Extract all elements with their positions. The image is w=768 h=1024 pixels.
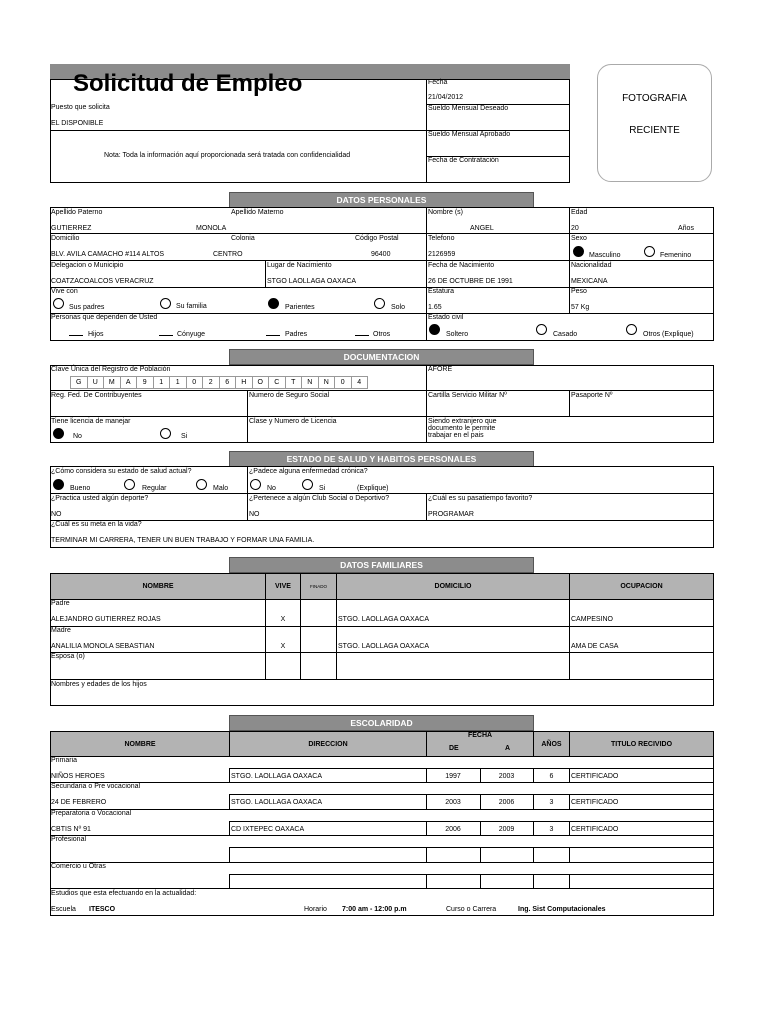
divider	[247, 466, 248, 520]
fam-row-label: Esposa (o)	[51, 653, 85, 661]
club-answer[interactable]: NO	[249, 511, 260, 518]
divider	[229, 768, 230, 783]
dependen-label: Personas que dependen de Usted	[51, 314, 158, 321]
divider	[426, 493, 427, 520]
esc-row-label: Profesional	[51, 836, 87, 844]
esc-row-direccion[interactable]: STGO. LAOLLAGA OAXACA	[231, 799, 323, 807]
curp-char-box[interactable]: 1	[169, 376, 187, 389]
section-header-escolaridad: ESCOLARIDAD	[229, 715, 534, 731]
conyuge-label: Cónyuge	[177, 331, 206, 338]
esc-header-nombre: NOMBRE	[50, 731, 230, 757]
esc-row-anos[interactable]: 3	[549, 825, 554, 833]
divider	[229, 847, 230, 862]
cronica-no-label: No	[267, 485, 276, 492]
divider	[50, 782, 714, 783]
peso-label: Peso	[571, 288, 587, 295]
esc-row-de[interactable]: 2006	[445, 825, 461, 833]
radio-cronica-no[interactable]	[250, 479, 261, 490]
nacionalidad-label: Nacionalidad	[571, 262, 612, 269]
puesto-label: Puesto que solicita	[51, 104, 110, 111]
divider	[50, 390, 714, 391]
lugar-nac-label: Lugar de Nacimiento	[267, 262, 332, 269]
fam-row-label: Padre	[51, 600, 70, 607]
pasaporte-label: Pasaporte Nº	[571, 392, 613, 399]
esc-row-de[interactable]: 1997	[445, 773, 461, 780]
masculino-label: Masculino	[589, 252, 621, 259]
licencia-label: Tiene licencia de manejar	[51, 418, 131, 425]
curso-label: Curso o Carrera	[446, 906, 497, 913]
esc-row-label: Preparatoria o Vocacional	[51, 809, 132, 817]
regular-label: Regular	[142, 485, 167, 492]
divider	[336, 599, 337, 626]
curp-char-box[interactable]: 0	[186, 376, 204, 389]
curp-char-box[interactable]: 9	[136, 376, 154, 389]
divider	[265, 652, 266, 679]
curp-char-box[interactable]: A	[120, 376, 138, 389]
esc-header-anos: AÑOS	[533, 731, 570, 757]
curp-char-box[interactable]: U	[87, 376, 105, 389]
divider	[569, 847, 570, 862]
padres-blank[interactable]	[266, 335, 280, 336]
fam-header-vive: VIVE	[265, 573, 301, 600]
divider	[533, 847, 534, 862]
divider	[336, 626, 337, 653]
cronica-question: ¿Padece alguna enfermedad crónica?	[249, 468, 368, 475]
otros-label: Otros	[373, 331, 391, 338]
divider	[50, 888, 714, 889]
esc-row-a[interactable]: 2003	[498, 773, 515, 780]
divider	[229, 821, 714, 822]
fam-header-nombre: NOMBRE	[50, 573, 266, 600]
licencia-si-label: Si	[181, 433, 188, 440]
esc-header-titulo: TITULO RECIVIDO	[569, 731, 714, 757]
horario-label: Horario	[304, 906, 327, 913]
radio-bueno[interactable]	[53, 479, 64, 490]
curp-char-box[interactable]: T	[285, 376, 303, 389]
deporte-question: ¿Practica usted algún deporte?	[51, 495, 149, 502]
divider	[50, 862, 714, 863]
padres-label: Padres	[285, 331, 308, 338]
divider	[50, 835, 714, 836]
radio-otros-civil[interactable]	[626, 324, 637, 335]
curp-char-box[interactable]: 4	[351, 376, 369, 389]
estatura-label: Estatura	[428, 288, 455, 295]
divider	[50, 260, 714, 261]
conyuge-blank[interactable]	[159, 335, 173, 336]
divider	[50, 233, 714, 234]
esc-row-titulo[interactable]: CERTIFICADO	[571, 773, 619, 780]
esc-row-anos[interactable]: 6	[549, 773, 554, 780]
hijos-blank[interactable]	[69, 335, 83, 336]
fam-header-ocupacion: OCUPACION	[569, 573, 714, 600]
club-question: ¿Pertenece a algún Club Social o Deportivo?	[249, 495, 390, 502]
radio-casado[interactable]	[536, 324, 547, 335]
curp-char-box[interactable]: G	[70, 376, 88, 389]
divider	[569, 599, 570, 626]
esc-header-de: DE	[449, 745, 459, 752]
esc-row-label: Comercio u Otras	[51, 862, 106, 870]
curp-char-box[interactable]: C	[268, 376, 286, 389]
esc-header-direccion: DIRECCION	[229, 731, 427, 757]
divider	[569, 626, 570, 653]
divider	[229, 794, 230, 809]
esc-row-a[interactable]: 2009	[498, 825, 515, 833]
horario-value[interactable]: 7:00 am - 12:00 p.m	[342, 906, 407, 913]
divider	[426, 79, 427, 183]
su-familia-label: Su familia	[176, 303, 207, 310]
divider	[569, 390, 570, 416]
radio-femenino[interactable]	[644, 246, 655, 257]
curso-value[interactable]: Ing. Sist Computacionales	[518, 906, 606, 913]
esc-row-label: Secundaria o Pre vocacional	[51, 783, 141, 791]
divider	[50, 626, 714, 627]
extranjero-label-2: documento le permite	[428, 425, 496, 432]
divider	[426, 207, 427, 341]
section-header-documentacion: DOCUMENTACION	[229, 349, 534, 365]
esc-row-nombre[interactable]: 24 DE FEBRERO	[51, 799, 107, 807]
delegacion-value[interactable]: COATZACOALCOS VERACRUZ	[51, 278, 154, 285]
curp-boxes	[71, 376, 368, 390]
divider	[50, 652, 714, 653]
extranjero-label-1: Siendo extranjero que	[428, 418, 497, 425]
curp-char-box[interactable]: O	[252, 376, 270, 389]
deporte-answer[interactable]: NO	[51, 511, 62, 518]
esc-row-direccion[interactable]: CD IXTEPEC OAXACA	[231, 825, 305, 833]
pasatiempo-answer[interactable]: PROGRAMAR	[428, 511, 474, 518]
divider	[480, 847, 481, 862]
esc-header-fecha: FECHA	[467, 732, 493, 739]
meta-answer[interactable]: TERMINAR MI CARRERA, TENER UN BUEN TRABAJO Y FORMAR UNA FAMILIA.	[51, 537, 315, 544]
hijos-nombres-label: Nombres y edades de los hijos	[51, 681, 147, 688]
ap-materno-label: Apellido Materno	[231, 209, 284, 216]
fecha-nac-label: Fecha de Nacimiento	[428, 262, 495, 269]
esc-row-nombre[interactable]: CBTIS Nº 91	[51, 825, 91, 833]
divider	[229, 768, 714, 769]
divider	[50, 287, 714, 288]
puesto-value[interactable]: EL DISPONIBLE	[51, 120, 104, 127]
divider	[336, 652, 337, 679]
fam-row-ocupacion[interactable]: CAMPESINO	[571, 616, 614, 623]
otros-blank[interactable]	[355, 335, 369, 336]
divider	[50, 416, 714, 417]
casado-label: Casado	[553, 331, 578, 338]
meta-question: ¿Cuál es su meta en la vida?	[51, 521, 142, 528]
bueno-label: Bueno	[70, 485, 91, 492]
parientes-label: Parientes	[285, 304, 315, 311]
nacionalidad-value[interactable]: MEXICANA	[571, 278, 608, 285]
radio-licencia-si[interactable]	[160, 428, 171, 439]
peso-value[interactable]: 57 Kg	[571, 304, 590, 311]
telefono-value[interactable]: 2126959	[428, 251, 456, 258]
nota-text: Nota: Toda la información aquí proporcionada será tratada con confidencialidad	[104, 152, 351, 159]
section-header-salud: ESTADO DE SALUD Y HABITOS PERSONALES	[229, 451, 534, 467]
extranjero-label-3: trabajar en el pais	[428, 432, 484, 439]
fecha-nac-value[interactable]: 26 DE OCTUBRE DE 1991	[428, 278, 513, 285]
fam-header-domicilio: DOMICILIO	[336, 573, 570, 600]
curp-char-box[interactable]: H	[235, 376, 253, 389]
esc-row-label: Primaria	[51, 757, 78, 764]
esc-row-a[interactable]: 2006	[498, 799, 515, 807]
curp-char-box[interactable]: N	[318, 376, 336, 389]
fam-row-vive[interactable]: X	[280, 642, 286, 650]
cp-value[interactable]: 96400	[371, 251, 391, 258]
telefono-label: Telefono	[428, 235, 455, 242]
nombre-value[interactable]: ANGEL	[470, 225, 494, 232]
curp-char-box[interactable]: 1	[153, 376, 171, 389]
fam-row-domicilio[interactable]: STGO. LAOLLAGA OAXACA	[338, 616, 430, 623]
sexo-label: Sexo	[571, 235, 587, 242]
divider	[229, 821, 230, 836]
femenino-label: Femenino	[660, 252, 692, 259]
edad-value[interactable]: 20	[571, 225, 579, 232]
radio-masculino[interactable]	[573, 246, 584, 257]
photo-box	[597, 64, 712, 182]
esc-header-a: A	[505, 745, 511, 752]
ap-materno-value[interactable]: MONOLA	[196, 225, 227, 232]
divider	[229, 874, 230, 889]
radio-sus-padres[interactable]	[53, 298, 64, 309]
curp-label: Clave Única del Registro de Población	[51, 366, 171, 373]
esc-row-nombre[interactable]: NIÑOS HEROES	[51, 773, 105, 780]
delegacion-label: Delegacion o Municipio	[51, 262, 124, 269]
divider	[50, 130, 426, 131]
malo-label: Malo	[213, 485, 229, 492]
section-header-personales: DATOS PERSONALES	[229, 192, 534, 208]
divider	[426, 874, 427, 889]
explique-label: (Explique)	[357, 485, 389, 492]
sus-padres-label: Sus padres	[69, 304, 105, 311]
curp-char-box[interactable]: 2	[202, 376, 220, 389]
page-title: Solicitud de Empleo	[73, 70, 303, 97]
divider	[50, 493, 714, 494]
curp-char-box[interactable]: 0	[334, 376, 352, 389]
curp-char-box[interactable]: 6	[219, 376, 237, 389]
divider	[50, 809, 714, 810]
edad-unit: Años	[678, 225, 694, 232]
photo-label-1: FOTOGRAFIA	[622, 93, 687, 104]
divider	[480, 874, 481, 889]
colonia-label: Colonia	[231, 235, 255, 242]
lugar-nac-value[interactable]: STGO LAOLLAGA OAXACA	[267, 278, 357, 285]
sueldo-aprobado-label: Sueldo Mensual Aprobado	[428, 131, 511, 138]
fecha-value[interactable]: 21/04/2012	[428, 94, 464, 101]
fam-row-nombre[interactable]: ALEJANDRO GUTIERREZ ROJAS	[51, 616, 161, 623]
afore-label: AFORE	[428, 366, 453, 373]
cronica-si-label: Si	[319, 485, 326, 492]
esc-row-titulo[interactable]: CERTIFICADO	[571, 799, 619, 807]
radio-regular[interactable]	[124, 479, 135, 490]
esc-row-de[interactable]: 2003	[445, 799, 461, 807]
divider	[426, 847, 427, 862]
solo-label: Solo	[391, 304, 406, 311]
divider	[569, 652, 570, 679]
divider	[229, 794, 714, 795]
radio-su-familia[interactable]	[160, 298, 171, 309]
fecha-contratacion-label: Fecha de Contratación	[428, 157, 499, 164]
divider	[569, 207, 570, 313]
estado-civil-label: Estado civil	[428, 314, 464, 321]
otros-explique-label: Otros (Explique)	[643, 331, 694, 338]
esc-row-titulo[interactable]: CERTIFICADO	[571, 825, 619, 833]
fam-row-vive[interactable]: X	[280, 616, 286, 623]
fam-row-ocupacion[interactable]: AMA DE CASA	[571, 642, 619, 650]
radio-solo[interactable]	[374, 298, 385, 309]
licencia-no-label: No	[73, 433, 82, 440]
divider	[50, 679, 714, 680]
domicilio-value[interactable]: BLV. AVILA CAMACHO #114 ALTOS	[51, 251, 165, 258]
divider	[265, 260, 266, 287]
salud-table	[50, 466, 714, 548]
esc-row-direccion[interactable]: STGO. LAOLLAGA OAXACA	[231, 773, 323, 780]
fam-row-nombre[interactable]: ANALILIA MONOLA SEBASTIAN	[51, 642, 155, 650]
pasatiempo-question: ¿Cuál es su pasatiempo favorito?	[428, 495, 533, 502]
escuela-label: Escuela	[51, 906, 76, 913]
curp-char-box[interactable]: M	[103, 376, 121, 389]
domicilio-label: Domicilio	[51, 235, 80, 242]
escuela-value[interactable]: ITESCO	[89, 906, 116, 913]
radio-malo[interactable]	[196, 479, 207, 490]
colonia-value[interactable]: CENTRO	[213, 251, 243, 258]
radio-licencia-no[interactable]	[53, 428, 64, 439]
divider	[426, 365, 427, 443]
vive-con-label: Vive con	[51, 288, 78, 295]
divider	[569, 874, 570, 889]
nss-label: Numero de Seguro Social	[249, 392, 330, 399]
cp-label: Código Postal	[355, 235, 399, 242]
cartilla-label: Cartilla Servicio Militar Nº	[428, 392, 507, 399]
estudios-actual-label: Estudios que esta efectuando en la actualidad:	[51, 890, 197, 897]
radio-parientes[interactable]	[268, 298, 279, 309]
radio-cronica-si[interactable]	[302, 479, 313, 490]
curp-char-box[interactable]: N	[301, 376, 319, 389]
edad-label: Edad	[571, 209, 588, 216]
rfc-label: Reg. Fed. De Contribuyentes	[51, 392, 142, 399]
fam-row-label: Madre	[51, 626, 71, 634]
divider	[50, 520, 714, 521]
divider	[229, 874, 714, 875]
estatura-value[interactable]: 1.65	[428, 304, 442, 311]
section-header-familiares: DATOS FAMILIARES	[229, 557, 534, 573]
ap-paterno-value[interactable]: GUTIERREZ	[51, 225, 92, 232]
fecha-label: Fecha	[428, 79, 448, 86]
divider	[229, 847, 714, 848]
radio-soltero[interactable]	[429, 324, 440, 335]
ap-paterno-label: Apellido Paterno	[51, 209, 103, 216]
photo-label-2: RECIENTE	[629, 125, 680, 136]
divider	[533, 874, 534, 889]
soltero-label: Soltero	[446, 331, 469, 338]
sueldo-deseado-label: Sueldo Mensual Deseado	[428, 105, 509, 112]
esc-row-anos[interactable]: 3	[549, 799, 554, 807]
divider	[247, 390, 248, 443]
salud-question: ¿Cómo considera su estado de salud actual?	[51, 468, 192, 475]
divider	[300, 652, 301, 679]
hijos-label: Hijos	[88, 331, 104, 338]
fam-header-finado: FINADO	[300, 573, 337, 600]
clase-licencia-label: Clase y Numero de Licencia	[249, 418, 337, 425]
nombre-label: Nombre (s)	[428, 209, 464, 216]
fam-row-domicilio[interactable]: STGO. LAOLLAGA OAXACA	[338, 642, 430, 650]
